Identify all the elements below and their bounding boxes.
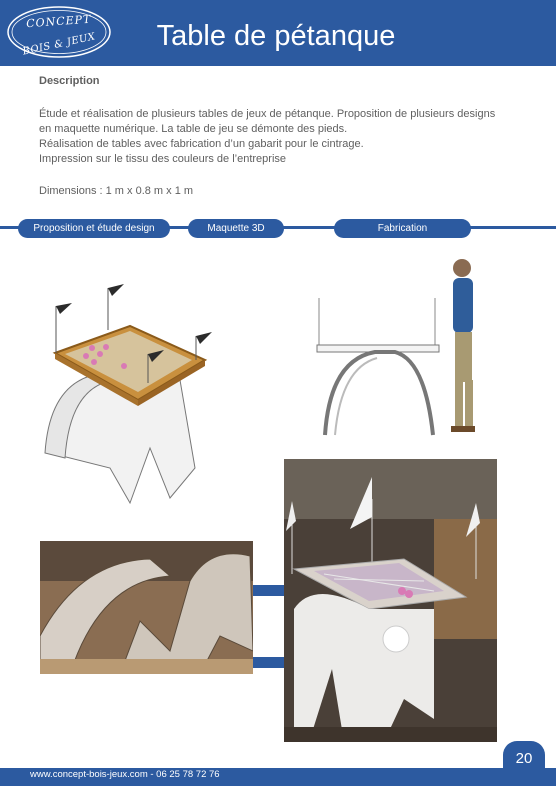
step-design: Proposition et étude design bbox=[18, 219, 170, 238]
svg-text:BOIS & JEUX: BOIS & JEUX bbox=[21, 31, 97, 58]
description-line: Réalisation de tables avec fabrication d’un gabarit pour le cintrage. bbox=[39, 138, 364, 150]
footer-contact: www.concept-bois-jeux.com - 06 25 78 72 76 bbox=[30, 769, 220, 780]
model-3d-image bbox=[285, 240, 497, 450]
page-number: 20 bbox=[503, 741, 545, 777]
step-3d-model: Maquette 3D bbox=[188, 219, 284, 238]
legs-photo-image bbox=[40, 541, 253, 674]
logo-icon bbox=[5, 4, 113, 60]
step-fabrication: Fabrication bbox=[334, 219, 471, 238]
connector-bar bbox=[253, 585, 285, 596]
design-render-image bbox=[20, 268, 230, 506]
description-line: Étude et réalisation de plusieurs tables de jeux de pétanque. Proposition de plusieurs designs bbox=[39, 108, 496, 120]
svg-text:CONCEPT: CONCEPT bbox=[25, 12, 92, 31]
description-line: en maquette numérique. La table de jeu se démonte des pieds. bbox=[39, 123, 348, 135]
finished-table-photo-image bbox=[284, 459, 497, 742]
connector-bar bbox=[253, 657, 285, 668]
description-line: Impression sur le tissu des couleurs de l’entreprise bbox=[39, 153, 287, 165]
dimensions-text: Dimensions : 1 m x 0.8 m x 1 m bbox=[39, 185, 194, 197]
page-title: Table de pétanque bbox=[156, 20, 396, 52]
description-heading: Description bbox=[39, 75, 100, 87]
